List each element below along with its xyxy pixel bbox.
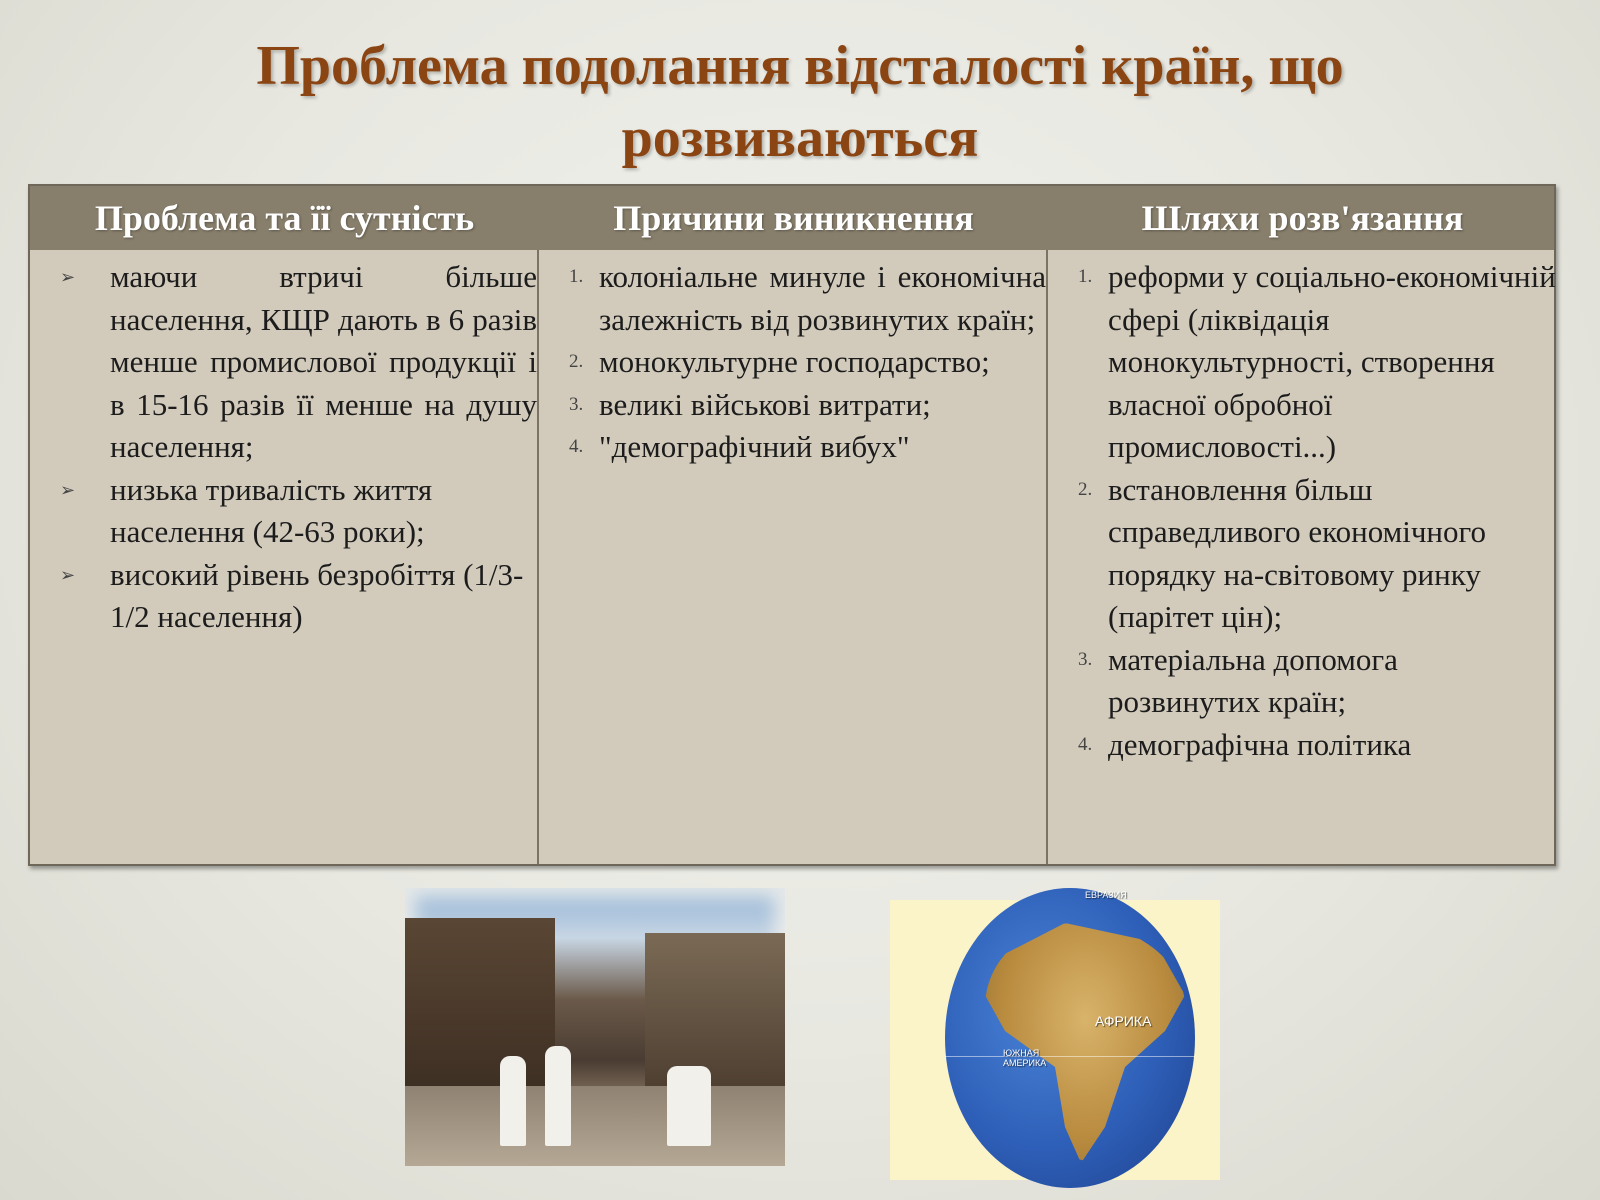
globe-label-africa: АФРИКА [1095, 1013, 1152, 1029]
slide-title [0, 30, 1600, 174]
header-causes: Причини виникнення [613, 198, 974, 238]
arrow-bullet-icon: ➢ [60, 267, 76, 287]
list-item [1048, 256, 1557, 469]
list-number: 3. [1078, 648, 1093, 670]
list-item [30, 469, 537, 554]
table-header-row [30, 186, 1554, 250]
list-item-text: маючи втричі більше населення, КЩР дають в 6 разів менше промислової продукції і в 15-16 разів її менше на душу населення; [110, 259, 537, 464]
list-number: 4. [1078, 733, 1093, 755]
list-item [539, 426, 1046, 469]
header-problem-essence: Проблема та її сутність [94, 198, 475, 238]
street-scene-photo [405, 888, 785, 1166]
list-number: 4. [569, 436, 584, 457]
header-solutions: Шляхи розв'язання [1141, 198, 1464, 238]
list-item-text: великі військові витрати; [599, 386, 931, 422]
arrow-bullet-icon: ➢ [60, 479, 76, 500]
photo-building-right [645, 933, 785, 1103]
photo-building-left [405, 918, 555, 1108]
africa-globe-image [890, 890, 1220, 1180]
list-number: 2. [1078, 478, 1093, 500]
list-item-text: низька тривалість життя населення (42-63 роки); [110, 471, 433, 549]
list-item-text: монокультурне господарство; [599, 344, 990, 379]
cell-solutions [1048, 250, 1557, 864]
africa-continent [985, 923, 1185, 1163]
list-item-text: реформи у соціально-економічній сфері (ліквідація монокультурності, створення власної обробної промисловості...) [1108, 259, 1556, 464]
list-item [30, 256, 537, 469]
globe-label-south-america: ЮЖНАЯ АМЕРИКА [1003, 1048, 1047, 1068]
list-number: 3. [569, 393, 584, 415]
globe-equator [945, 1056, 1195, 1057]
list-item-text: демографічна політика [1108, 726, 1412, 762]
problem-list [30, 256, 537, 639]
list-item-text: встановлення більш справедливого економічного порядку на-світовому ринку (парітет цін); [1108, 471, 1486, 634]
list-item [1048, 639, 1557, 724]
slide-title-line-2: розвиваються [621, 107, 979, 169]
list-item-text: "демографічний вибух" [599, 429, 910, 464]
list-item [1048, 469, 1557, 639]
table-body-row [30, 250, 1554, 864]
list-item [539, 341, 1046, 384]
list-item-text: колоніальне минуле і економічна залежність від розвинутих країн; [599, 259, 1046, 337]
list-item [539, 256, 1046, 341]
arrow-bullet-icon: ➢ [60, 564, 76, 585]
list-item [1048, 724, 1557, 767]
causes-list [539, 256, 1046, 469]
list-number: 1. [1078, 266, 1093, 287]
list-item [30, 554, 537, 639]
list-item-text: високий рівень безробіття (1/3-1/2 населення) [110, 556, 524, 634]
list-item-text: матеріальна допомога розвинутих країн; [1108, 641, 1398, 719]
globe-label-eurasia: ЕВРАЗИЯ [1085, 890, 1127, 900]
photo-street [405, 1086, 785, 1166]
slide-title-line-1: Проблема подолання відсталості країн, що [256, 35, 1344, 97]
problem-table [28, 184, 1556, 866]
photo-person [667, 1066, 711, 1146]
cell-problem-essence [30, 250, 539, 864]
globe [945, 888, 1195, 1188]
photo-person [500, 1056, 526, 1146]
list-item [539, 384, 1046, 427]
list-number: 1. [569, 266, 584, 287]
photo-person [545, 1046, 571, 1146]
solutions-list [1048, 256, 1557, 766]
cell-causes [539, 250, 1048, 864]
list-number: 2. [569, 351, 584, 372]
